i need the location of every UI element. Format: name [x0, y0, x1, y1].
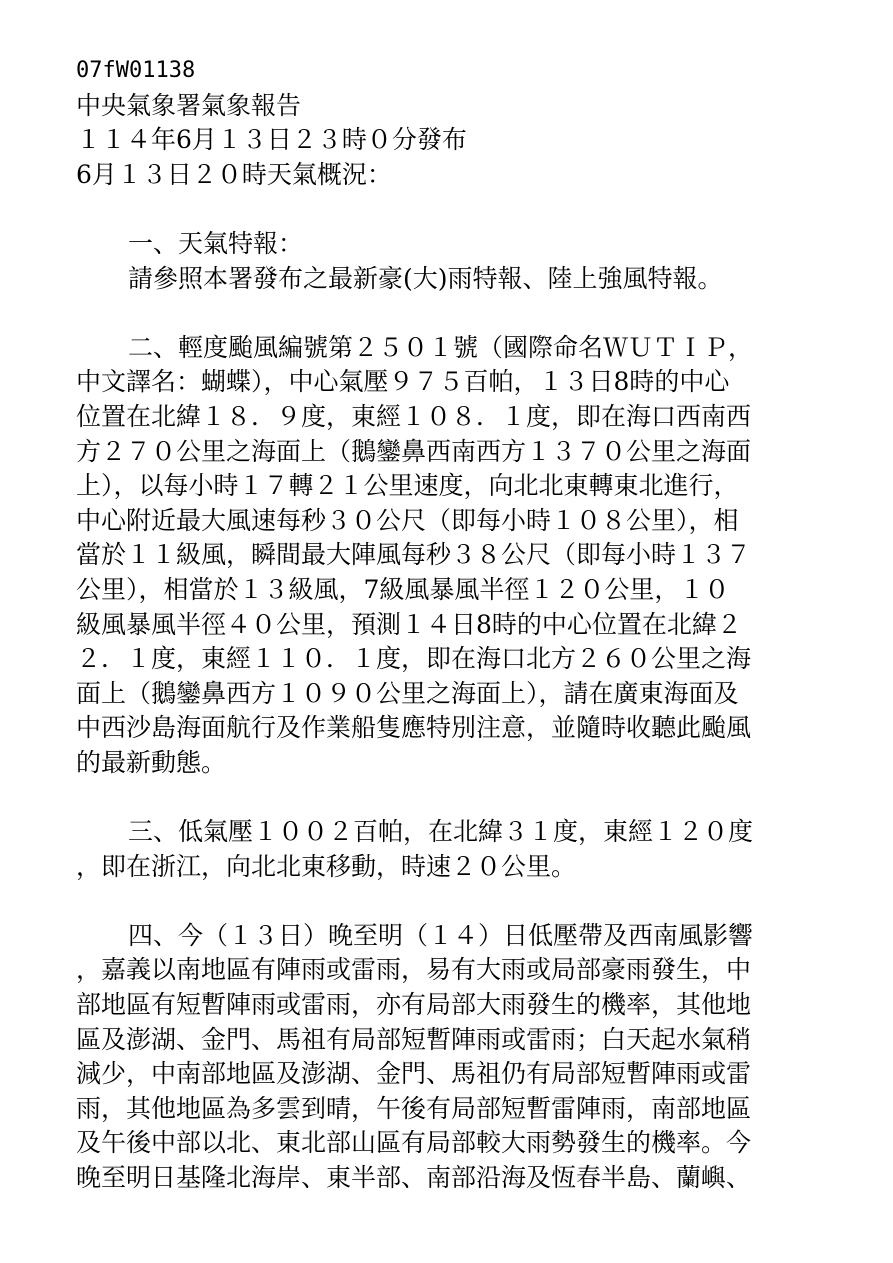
- paragraph-line: ，即在浙江，向北北東移動，時速２０公里。: [76, 851, 577, 881]
- paragraph-line: 當於１１級風，瞬間最大陣風每秒３８公尺（即每小時１３７: [76, 540, 752, 570]
- paragraph-line: 上），以每小時１７轉２１公里速度，向北北東轉東北進行，: [76, 471, 739, 501]
- spacer: [76, 192, 816, 227]
- paragraph-line: 請參照本署發布之最新豪(大)雨特報、陸上強風特報。: [128, 263, 723, 293]
- paragraph-line: 公里），相當於１３級風，7級風暴風半徑１２０公里，１０: [76, 574, 730, 604]
- spacer: [76, 884, 816, 919]
- paragraph-line: 中文譯名：蝴蝶），中心氣壓９７５百帕，１３日8時的中心: [76, 367, 730, 397]
- report-title: 中央氣象署氣象報告: [76, 90, 302, 120]
- spacer: [76, 780, 816, 815]
- section-weather-advisory: [76, 227, 816, 296]
- paragraph-line: 的最新動態。: [76, 747, 227, 777]
- document-code: 07fW01138: [76, 58, 196, 83]
- issue-time: １１４年6月１３日２３時０分發布: [76, 125, 467, 155]
- section-heading: 一、天氣特報：: [128, 228, 304, 258]
- overview-heading: 6月１３日２０時天氣概況：: [76, 159, 392, 189]
- paragraph-line: 中西沙島海面航行及作業船隻應特別注意，並隨時收聽此颱風: [76, 713, 752, 743]
- paragraph-line: 三、低氣壓１００２百帕，在北緯３１度，東經１２０度: [128, 817, 754, 847]
- spacer: [76, 296, 816, 331]
- section-typhoon: [76, 331, 816, 781]
- paragraph-line: 區及澎湖、金門、馬祖有局部短暫陣雨或雷雨；白天起水氣稍: [76, 1024, 752, 1054]
- paragraph-line: ２．１度，東經１１０．１度，即在海口北方２６０公里之海: [76, 644, 752, 674]
- paragraph-line: 及午後中部以北、東北部山區有局部較大雨勢發生的機率。今: [76, 1128, 752, 1158]
- paragraph-line: ，嘉義以南地區有陣雨或雷雨，易有大雨或局部豪雨發生，中: [76, 955, 752, 985]
- paragraph-line: 面上（鵝鑾鼻西方１０９０公里之海面上），請在廣東海面及: [76, 678, 739, 708]
- weather-report-document: [76, 54, 816, 1196]
- paragraph-line: 四、今（１３日）晚至明（１４）日低壓帶及西南風影響: [128, 920, 754, 950]
- paragraph-line: 中心附近最大風速每秒３０公尺（即每小時１０８公里），相: [76, 505, 739, 535]
- section-low-pressure: [76, 815, 816, 884]
- paragraph-line: 部地區有短暫陣雨或雷雨，亦有局部大雨發生的機率，其他地: [76, 990, 752, 1020]
- paragraph-line: 晚至明日基隆北海岸、東半部、南部沿海及恆春半島、蘭嶼、: [76, 1163, 752, 1192]
- paragraph-line: 雨，其他地區為多雲到晴，午後有局部短暫雷陣雨，南部地區: [76, 1093, 752, 1123]
- paragraph-line: 方２７０公里之海面上（鵝鑾鼻西南西方１３７０公里之海面: [76, 436, 752, 466]
- paragraph-line: 位置在北緯１８．９度，東經１０８．１度，即在海口西南西: [76, 401, 752, 431]
- paragraph-line: 二、輕度颱風編號第２５０１號（國際命名ＷＵＴＩＰ，: [128, 332, 754, 362]
- section-forecast: [76, 919, 816, 1196]
- paragraph-line: 級風暴風半徑４０公里，預測１４日8時的中心位置在北緯２: [76, 609, 742, 639]
- paragraph-line: 減少，中南部地區及澎湖、金門、馬祖仍有局部短暫陣雨或雷: [76, 1059, 752, 1089]
